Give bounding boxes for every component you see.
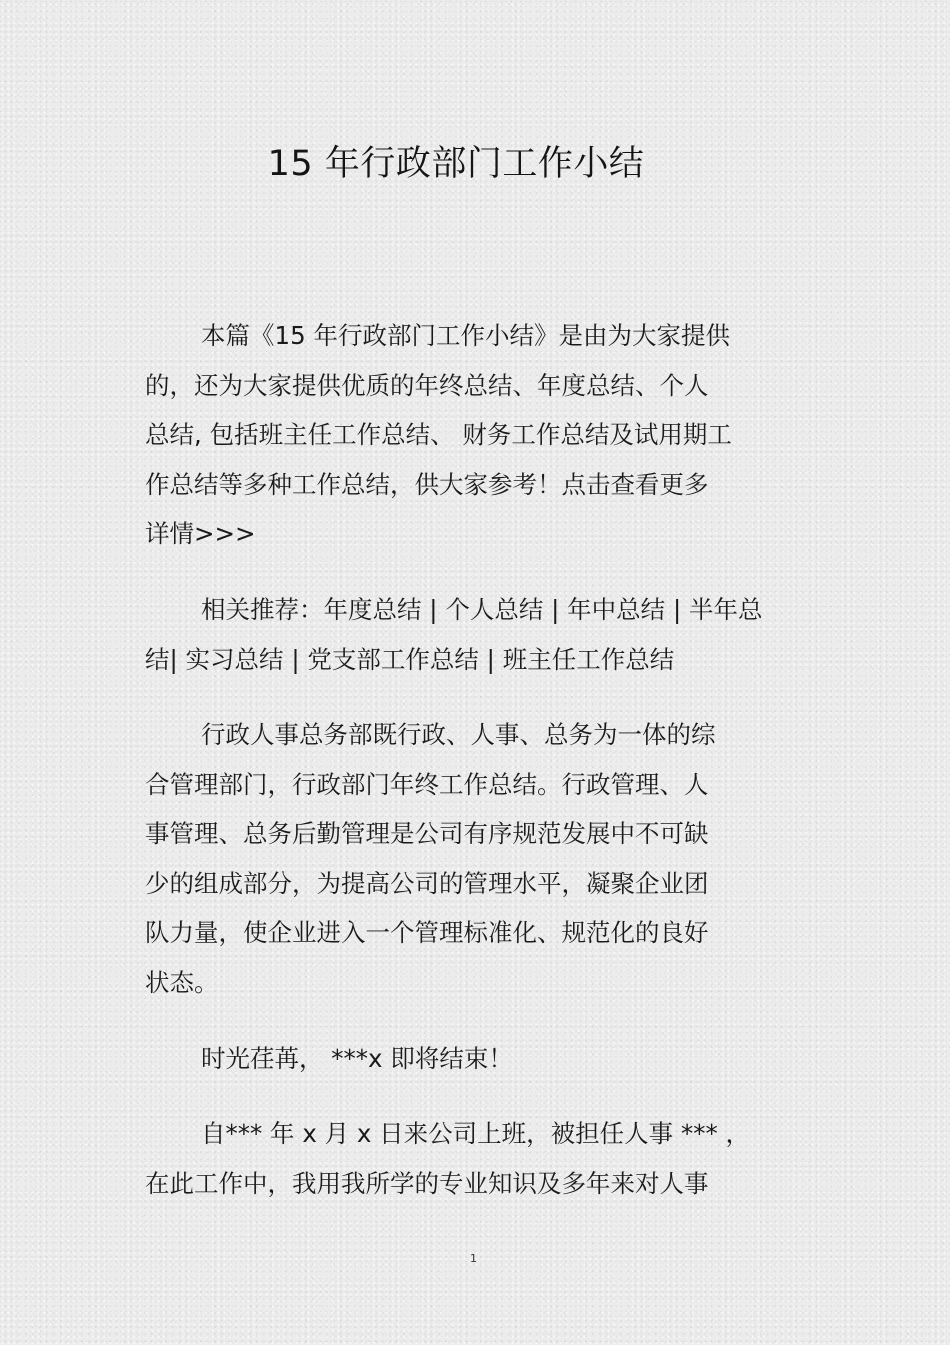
paragraph-line: 少的组成部分，为提高公司的管理水平，凝聚企业团 [145,868,709,898]
document-title: 15 年行政部门工作小结 [267,144,645,184]
body-paragraph [145,710,805,1008]
paragraph-line: 作总结等多种工作总结，供大家参考！点击查看更多 [145,469,709,499]
paragraph-line: 自*** 年 x 月 x 日来公司上班，被担任人事 *** ， [201,1119,751,1148]
related-links-line[interactable]: 结| 实习总结 | 党支部工作总结 | 班主任工作总结 [145,644,675,674]
more-details-link[interactable]: 详情>>> [145,519,256,549]
paragraph-line: 合管理部门，行政部门年终工作总结。行政管理、人 [145,769,709,799]
paragraph-line: 时光荏苒， ***x 即将结束！ [201,1044,513,1073]
body-paragraph [145,1109,805,1208]
paragraph-line: 行政人事总务部既行政、人事、总务为一体的综 [201,720,716,749]
intro-paragraph [145,311,805,559]
paragraph-line: 总结, 包括班主任工作总结、 财务工作总结及试用期工 [145,420,732,450]
paragraph-line: 队力量，使企业进入一个管理标准化、规范化的良好 [145,918,709,948]
paragraph-line: 在此工作中，我用我所学的专业知识及多年来对人事 [145,1168,709,1198]
paragraph-line: 本篇《15 年行政部门工作小结》是由为大家提供 [201,321,730,350]
paragraph-line: 事管理、总务后勤管理是公司有序规范发展中不可缺 [145,819,709,849]
related-recommendations [145,585,805,684]
paragraph-line: 的，还为大家提供优质的年终总结、年度总结、个人 [145,370,709,400]
related-links-line[interactable]: 相关推荐：年度总结 | 个人总结 | 年中总结 | 半年总 [201,595,763,624]
paragraph-line: 状态。 [145,967,219,997]
page-number: 1 [470,1252,477,1265]
body-paragraph [145,1034,805,1084]
